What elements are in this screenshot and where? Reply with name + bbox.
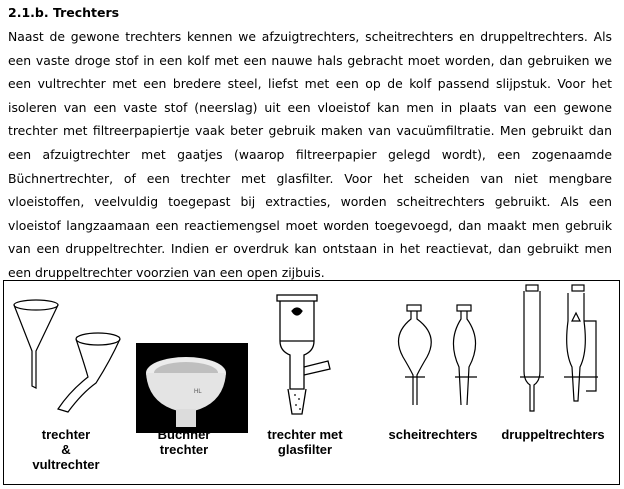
svg-text:HL: HL xyxy=(194,389,202,395)
caption-line: vultrechter xyxy=(32,457,100,472)
funnel-illustration xyxy=(10,291,125,421)
paragraph-line: Naast de gewone trechters kennen we afzuigtrechters, scheitrechters en druppeltrechters. Als xyxy=(8,29,612,44)
caption-line: glasfilter xyxy=(277,442,333,457)
paragraph-line: een druppeltrechter voorzien van een open zijbuis. xyxy=(8,264,325,280)
glass-filter-funnel-icon xyxy=(268,289,343,424)
caption-scheitrechters: scheitrechters xyxy=(388,427,478,442)
paragraph-line: een vultrechter met een bredere steel, liefst met een op de kolf passend slijpstuk. Voor het xyxy=(8,76,612,92)
paragraph-line: van een druppeltrechter. Indien er overdruk kan ontstaan in het reactievat, dan gebruikt men xyxy=(8,241,612,257)
caption-druppeltrechters: druppeltrechters xyxy=(501,427,605,442)
buchner-photo xyxy=(136,343,248,433)
caption-glasfilter xyxy=(257,427,353,457)
paragraph-line: een afzuigtrechter met gaatjes (waarop filtreerpapier gelegd wordt), een zogenaamde xyxy=(8,146,612,162)
caption-line: & xyxy=(61,442,71,457)
caption-line: trechter xyxy=(159,442,209,457)
paragraph-line: isoleren van een vaste stof (neerslag) uit een vloeistof kan men in plaats van een gewone xyxy=(8,99,612,115)
caption-line: Büchner xyxy=(157,427,211,442)
body-paragraph xyxy=(8,25,612,285)
caption-line: trechter xyxy=(41,427,91,442)
funnel-figure xyxy=(3,280,620,485)
separatory-funnel-icon xyxy=(387,305,497,420)
paragraph-line: Büchnertrechter, of een trechter met glasfilter. Voor het scheiden van niet mengbare xyxy=(8,170,612,186)
paragraph-line: vloeistof langzaamaan een reactiemengsel moet worden toegevoegd, dan maakt men gebruik xyxy=(8,217,612,233)
dropping-funnel-icon xyxy=(514,281,609,416)
paragraph-line: een vaste droge stof in een kolf met een nauwe hals gebracht moet worden, dan gebruiken we xyxy=(8,52,612,68)
paragraph-line: trechter met filtreerpapiertje vaak beter gebruik maken van vacuümfiltratie. Men gebruikt dan xyxy=(8,123,612,139)
caption-line: trechter met xyxy=(267,427,343,442)
caption-buchner xyxy=(144,427,224,457)
paragraph-line: vloeistoffen, veelvuldig toegepast bij extracties, worden scheitrechters gebruikt. Als een xyxy=(8,194,612,210)
caption-trechter xyxy=(28,427,104,472)
section-heading: 2.1.b. Trechters xyxy=(8,5,120,20)
